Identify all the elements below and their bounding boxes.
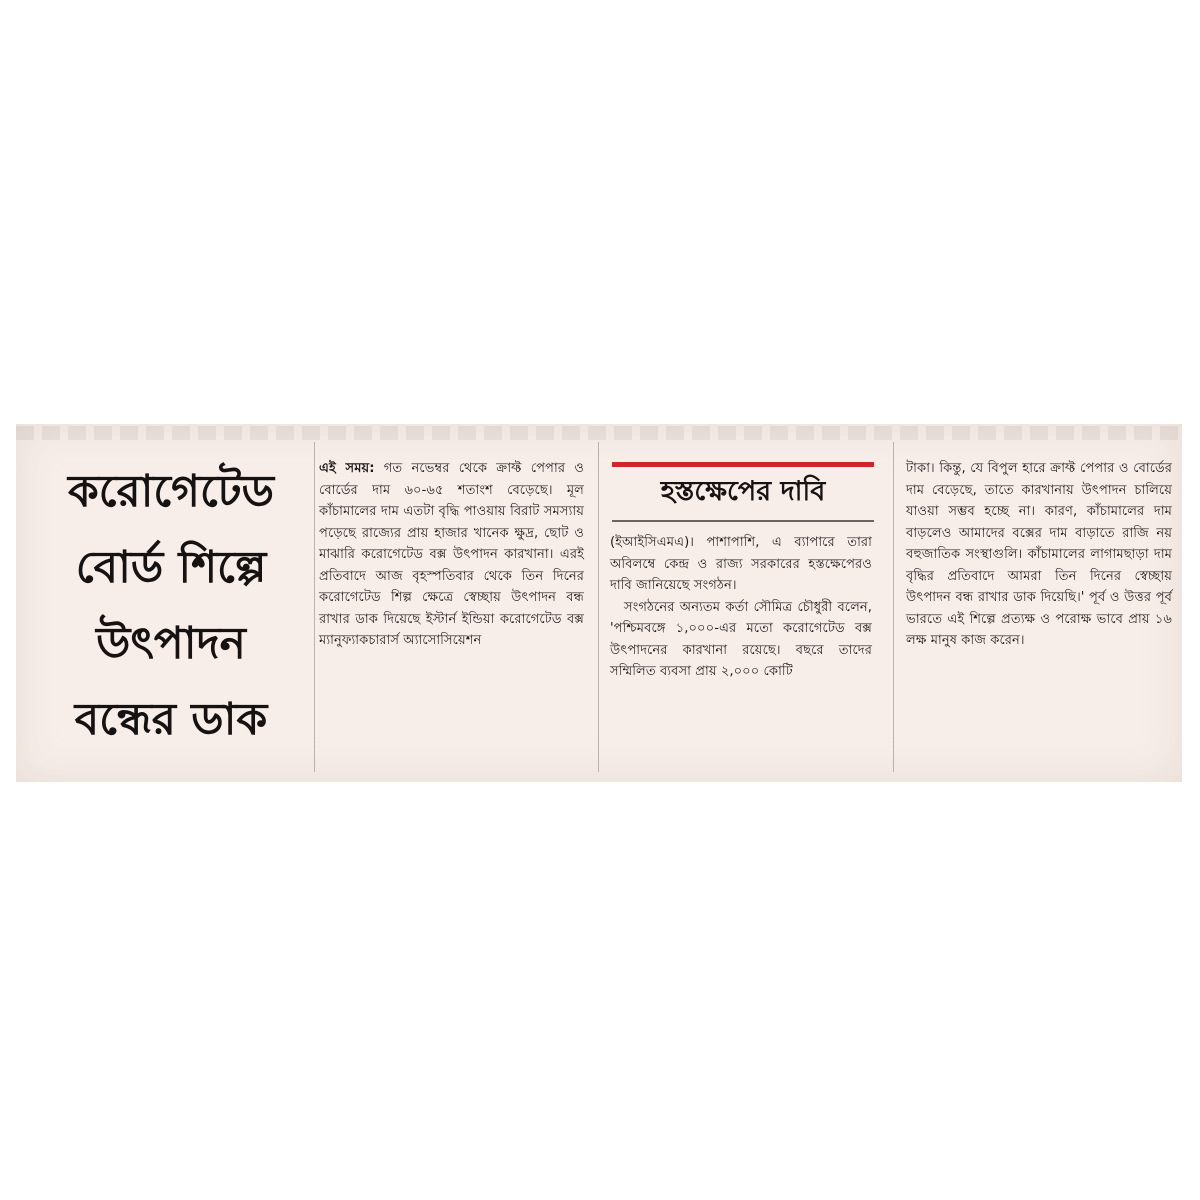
- column-divider: [314, 442, 315, 772]
- bleed-through-text: [16, 426, 1182, 440]
- article-column-3: [906, 458, 1172, 652]
- body-paragraph: (ইআইসিএমএ)। পাশাপাশি, এ ব্যাপারে তারা অবিলম্বে কেন্দ্র ও রাজ্য সরকারের হস্তক্ষেপেরও দাবি জানিয়েছে সংগঠন।: [610, 535, 872, 593]
- headline-line: বন্ধের ডাক: [74, 694, 268, 745]
- headline-line: করোগেটেড: [68, 466, 274, 517]
- body-text: গত নভেম্বর থেকে ক্রাফ্ট পেপার ও বোর্ডের দাম ৬০-৬৫ শতাংশ বেড়েছে। মূল কাঁচামালের দাম এতটা বৃদ্ধি পাওয়ায় বিরাট সমস্যায় পড়েছে রাজ্যের প্রায় হাজার খানেক ক্ষুদ্র, ছোট ও মাঝারি করোগেটেড বক্স উৎপাদন কারখানা। এরই প্রতিবাদে আজ বৃহস্পতিবার থেকে তিন দিনের করোগেটেড শিল্প ক্ষেত্রে স্বেচ্ছায় উৎপাদন বন্ধ রাখার ডাক দিয়েছে ইস্টার্ন ইন্ডিয়া করোগেটেড বক্স ম্যানুফ্যাকচারার্স অ্যাসোসিয়েশন: [319, 461, 584, 648]
- article-column-1: [319, 458, 584, 652]
- subheading: হস্তক্ষেপের দাবি: [660, 476, 826, 507]
- column-divider: [893, 442, 894, 772]
- newspaper-clipping: [16, 424, 1182, 782]
- article-column-2: [610, 532, 872, 683]
- subhead-underline: [612, 520, 874, 522]
- headline-line: উৎপাদন: [96, 618, 246, 669]
- body-paragraph: সংগঠনের অন্যতম কর্তা সৌমিত্র চৌধুরী বলেন, 'পশ্চিমবঙ্গে ১,০০০-এর মতো করোগেটেড বক্স উৎপাদনের কারখানা রয়েছে। বছরে তাদের সম্মিলিত ব্যবসা প্রায় ২,০০০ কোটি: [610, 599, 872, 679]
- dateline: এই সময়:: [319, 461, 375, 476]
- headline-line: বোর্ড শিল্পে: [75, 542, 267, 593]
- subhead-accent-bar: [612, 462, 874, 467]
- body-paragraph: টাকা। কিন্তু, যে বিপুল হারে ক্রাফ্ট পেপার ও বোর্ডের দাম বেড়েছে, তাতে কারখানায় উৎপাদন চালিয়ে যাওয়া সম্ভব হচ্ছে না। কারণ, কাঁচামালের দাম বাড়লেও আমাদের বক্সের দাম বাড়াতে রাজি নয় বহুজাতিক সংস্থাগুলি। কাঁচামালের লাগামছাড়া দাম বৃদ্ধির প্রতিবাদে আমরা তিন দিনের স্বেচ্ছায় উৎপাদন বন্ধ রাখার ডাক দিয়েছি।' পূর্ব ও উত্তর পূর্ব ভারতে এই শিল্পে প্রত্যক্ষ ও পরোক্ষ ভাবে প্রায় ১৬ লক্ষ মানুষ কাজ করেন।: [906, 461, 1172, 648]
- column-divider: [598, 442, 599, 772]
- article-headline: [30, 454, 312, 758]
